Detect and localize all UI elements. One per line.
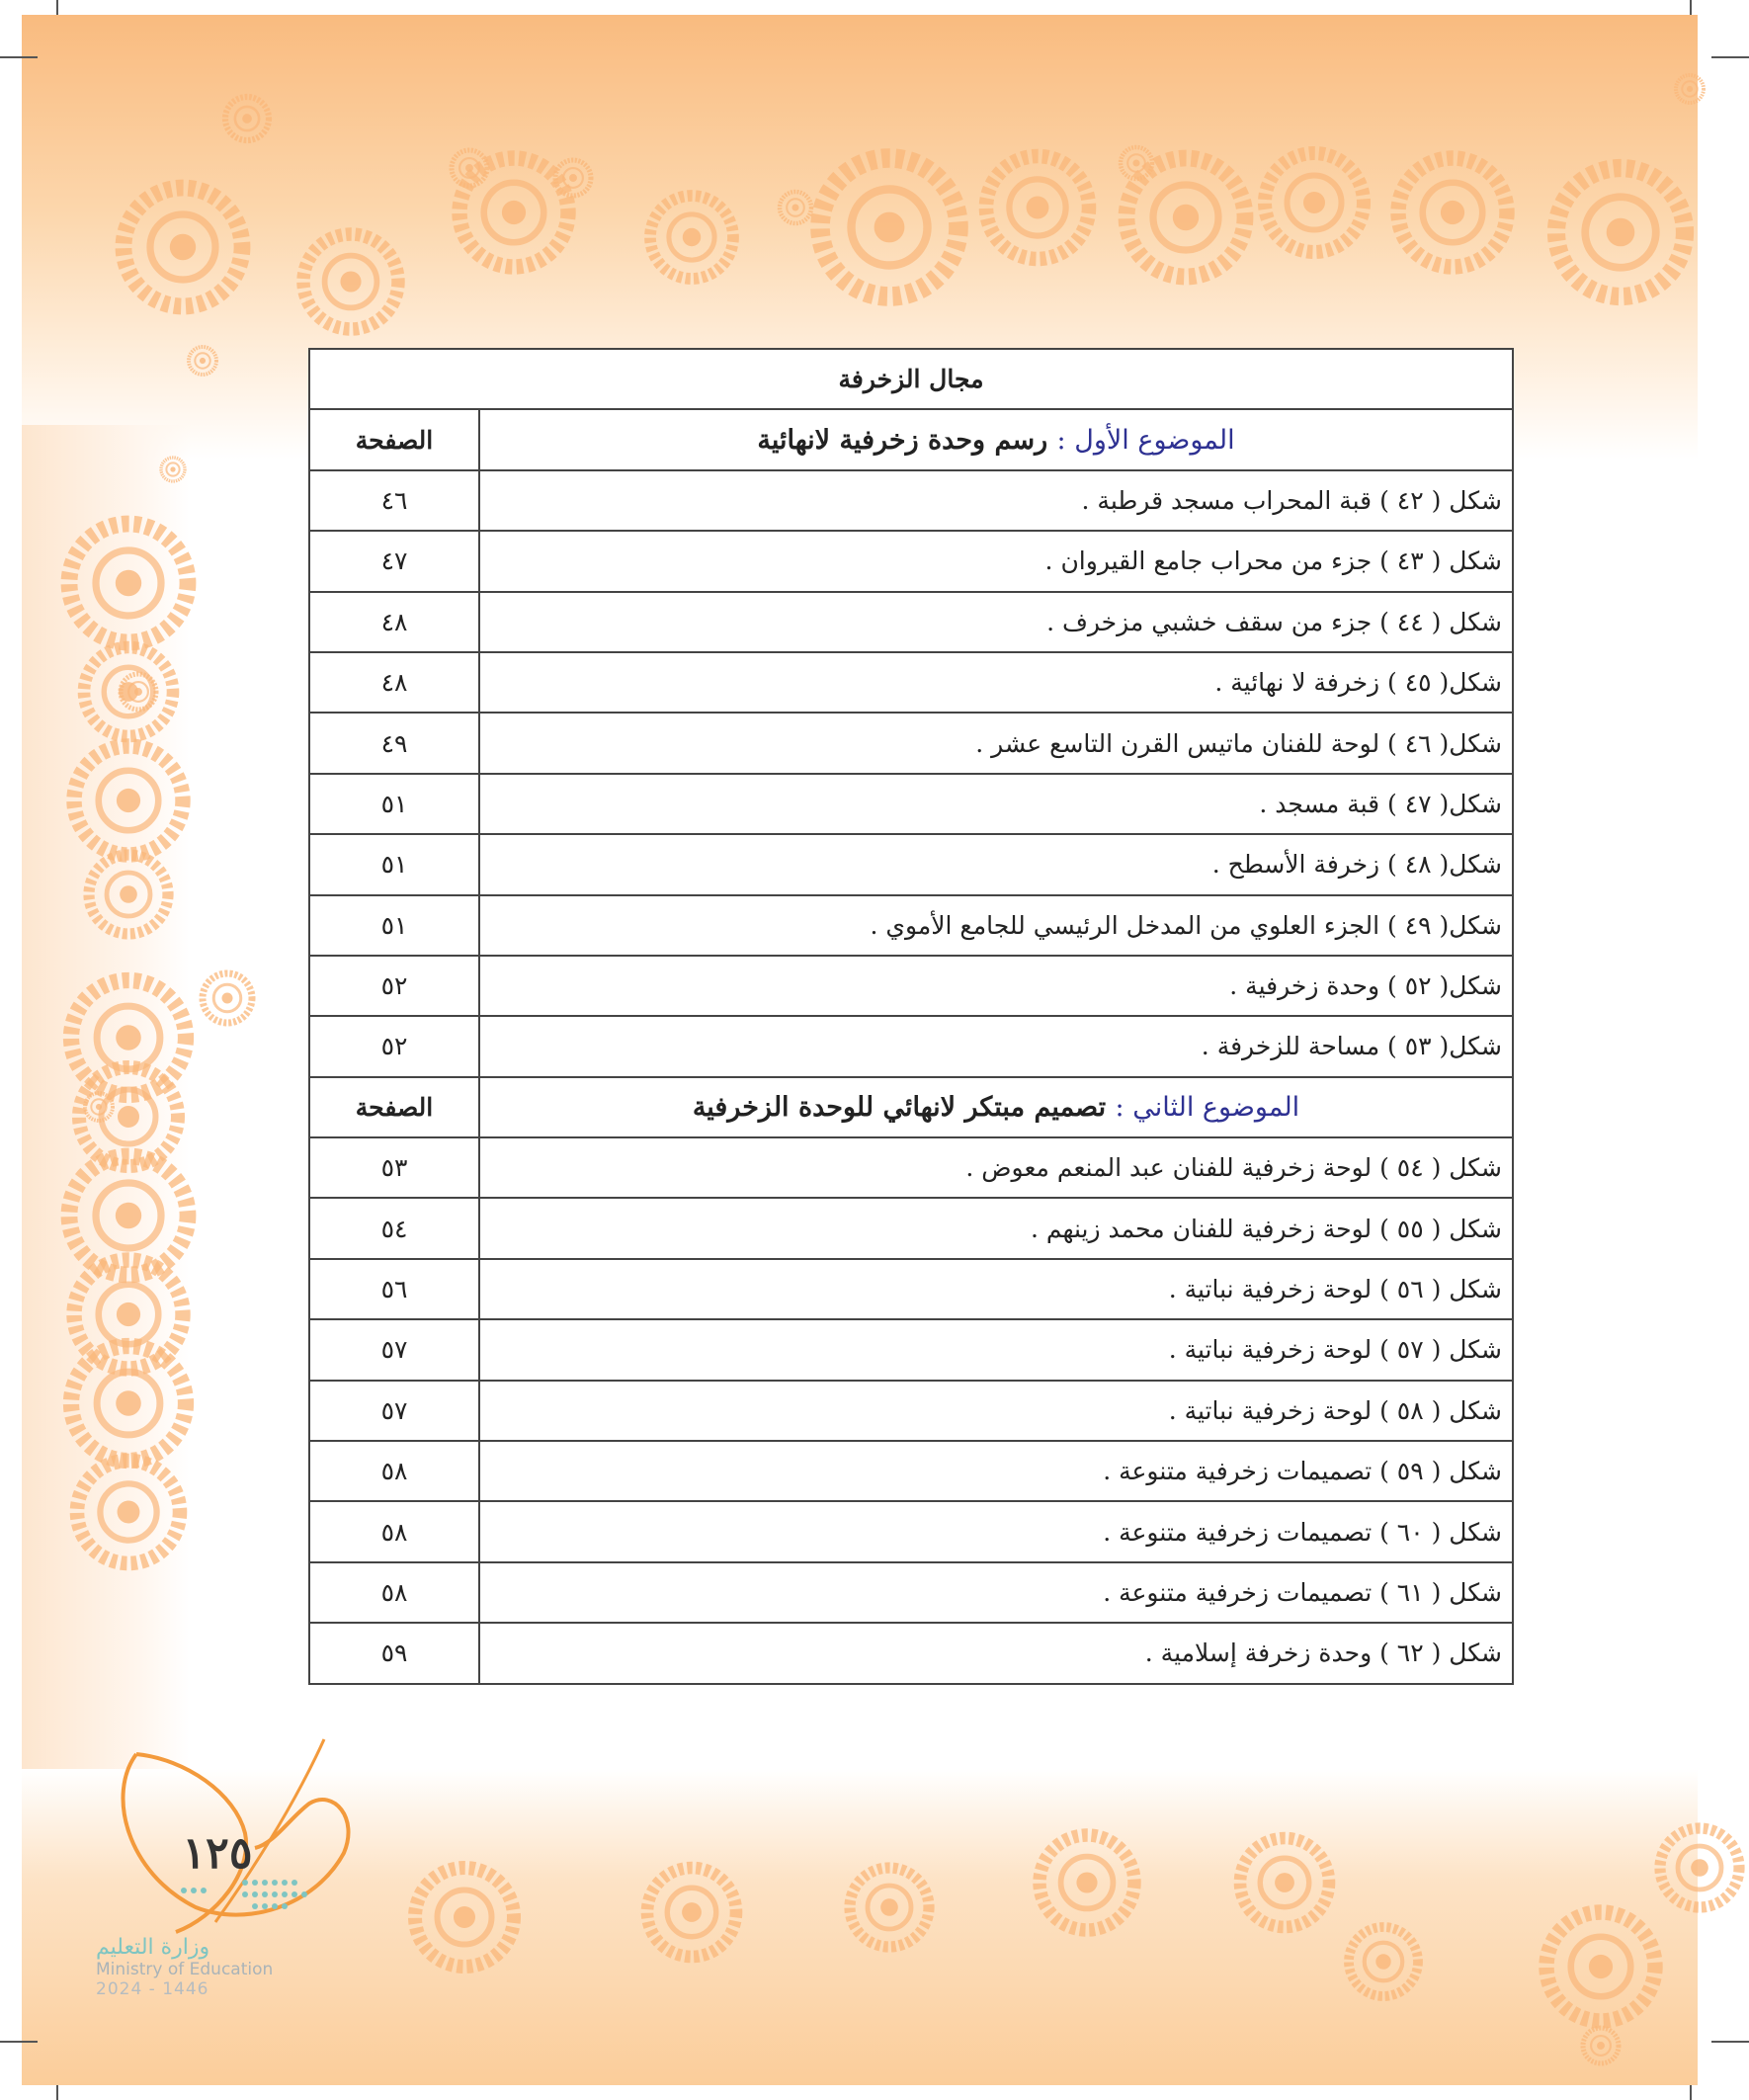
ministry-year: 2024 - 1446 [96, 1979, 209, 1999]
rosette-ornament [1556, 168, 1685, 296]
table-row [309, 1501, 1513, 1561]
figure-page-number: ٥٨ [309, 1441, 479, 1501]
topic-label: الموضوع الثاني : [1115, 1091, 1300, 1123]
table-row [309, 895, 1513, 956]
page-number: ١٢٥ [182, 1828, 253, 1879]
rosette-ornament [1349, 1927, 1418, 1996]
page-column-header: الصفحة [309, 409, 479, 469]
figure-page-number: ٥٢ [309, 956, 479, 1016]
figure-caption: شكل ( ٦٠ ) تصميمات زخرفية متنوعة . [479, 1501, 1513, 1561]
rosette-ornament [1676, 75, 1704, 103]
figure-caption: شكل ( ٥٩ ) تصميمات زخرفية متنوعة . [479, 1441, 1513, 1501]
figure-page-number: ٤٧ [309, 531, 479, 591]
table-row [309, 1137, 1513, 1198]
rosette-ornament [1240, 1838, 1329, 1927]
topic-title: رسم وحدة زخرفية لانهائية [757, 424, 1048, 456]
rosette-ornament [189, 347, 216, 375]
rosette-ornament [780, 192, 811, 223]
figure-caption: شكل( ٤٩ ) الجزء العلوي من المدخل الرئيسي للجامع الأموي . [479, 895, 1513, 956]
rosette-ornament [1660, 1828, 1739, 1907]
rosette-ornament [1546, 1912, 1655, 2021]
table-title: مجال الزخرفة [309, 349, 1513, 409]
figure-page-number: ٥٧ [309, 1319, 479, 1380]
figure-page-number: ٥٣ [309, 1137, 479, 1198]
topic-header-row [309, 409, 1513, 469]
figure-caption: شكل ( ٤٣ ) جزء من محراب جامع القيروان . [479, 531, 1513, 591]
figure-caption: شكل ( ٦٢ ) وحدة زخرفة إسلامية . [479, 1623, 1513, 1683]
figure-page-number: ٥٨ [309, 1501, 479, 1561]
rosette-ornament [71, 1346, 186, 1461]
rosette-ornament [89, 855, 168, 934]
figure-caption: شكل( ٤٦ ) لوحة للفنان ماتيس القرن التاسع عشر . [479, 713, 1513, 773]
table-row [309, 1319, 1513, 1380]
ministry-name-english: Ministry of Education [96, 1960, 274, 1979]
table-row [309, 1562, 1513, 1623]
table-row [309, 531, 1513, 591]
figure-caption: شكل ( ٤٤ ) جزء من سقف خشبي مزخرف . [479, 592, 1513, 652]
page-column-header: الصفحة [309, 1077, 479, 1137]
figure-page-number: ٥٦ [309, 1259, 479, 1319]
figure-caption: شكل ( ٦١ ) تصميمات زخرفية متنوعة . [479, 1562, 1513, 1623]
figure-caption: شكل ( ٤٢ ) قبة المحراب مسجد قرطبة . [479, 470, 1513, 531]
topic-title: تصميم مبتكر لانهائي للوحدة الزخرفية [692, 1091, 1107, 1123]
rosette-ornament [74, 746, 183, 855]
figure-caption: شكل ( ٥٦ ) لوحة زخرفية نباتية . [479, 1259, 1513, 1319]
figure-page-number: ٥١ [309, 774, 479, 834]
figure-caption: شكل ( ٥٧ ) لوحة زخرفية نباتية . [479, 1319, 1513, 1380]
figure-page-number: ٥١ [309, 834, 479, 894]
figure-page-number: ٥٢ [309, 1016, 479, 1076]
rosette-ornament [415, 1868, 514, 1967]
rosette-ornament [203, 973, 252, 1023]
rosette-ornament [1583, 2028, 1619, 2063]
rosette-ornament [1040, 1835, 1134, 1930]
table-row [309, 592, 1513, 652]
table-row [309, 774, 1513, 834]
rosette-ornament [650, 196, 733, 279]
rosette-ornament [303, 234, 398, 329]
topic-heading [479, 409, 1513, 469]
table-title-row [309, 349, 1513, 409]
table-row [309, 470, 1513, 531]
figure-caption: شكل( ٤٧ ) قبة مسجد . [479, 774, 1513, 834]
topic-label: الموضوع الأول : [1056, 424, 1235, 456]
figure-page-number: ٤٩ [309, 713, 479, 773]
rosette-ornament [161, 458, 185, 481]
table-row [309, 834, 1513, 894]
table-row [309, 652, 1513, 713]
table-row [309, 1623, 1513, 1683]
figures-index-table [308, 348, 1514, 1685]
figure-caption: شكل ( ٥٤ ) لوحة زخرفية للفنان عبد المنعم معوض . [479, 1137, 1513, 1198]
figure-page-number: ٥١ [309, 895, 479, 956]
rosette-ornament [124, 188, 242, 306]
figure-caption: شكل ( ٥٨ ) لوحة زخرفية نباتية . [479, 1381, 1513, 1441]
figure-caption: شكل( ٥٣ ) مساحة للزخرفة . [479, 1016, 1513, 1076]
table-row [309, 1198, 1513, 1258]
table-row [309, 956, 1513, 1016]
rosette-ornament [69, 524, 188, 642]
table-row [309, 1441, 1513, 1501]
figure-page-number: ٥٤ [309, 1198, 479, 1258]
rosette-ornament [850, 1868, 929, 1947]
figure-page-number: ٥٨ [309, 1562, 479, 1623]
rosette-ornament [225, 97, 269, 140]
topic-heading [479, 1077, 1513, 1137]
figure-caption: شكل( ٥٢ ) وحدة زخرفية . [479, 956, 1513, 1016]
figure-page-number: ٥٩ [309, 1623, 479, 1683]
figure-page-number: ٤٨ [309, 652, 479, 713]
rosette-ornament [77, 1461, 180, 1563]
rosette-ornament [647, 1868, 736, 1957]
table-row [309, 1259, 1513, 1319]
rosette-ornament [1265, 153, 1364, 252]
rosette-ornament [820, 158, 958, 296]
figure-page-number: ٤٨ [309, 592, 479, 652]
figure-page-number: ٤٦ [309, 470, 479, 531]
rosette-ornament [1398, 158, 1507, 267]
ministry-watermark [96, 1935, 273, 1999]
figure-caption: شكل( ٤٨ ) زخرفة الأسطح . [479, 834, 1513, 894]
topic-header-row [309, 1077, 1513, 1137]
table-row [309, 713, 1513, 773]
figure-caption: شكل( ٤٥ ) زخرفة لا نهائية . [479, 652, 1513, 713]
table-row [309, 1016, 1513, 1076]
figure-caption: شكل ( ٥٥ ) لوحة زخرفية للفنان محمد زينهم . [479, 1198, 1513, 1258]
ministry-name-arabic: وزارة التعليم [96, 1935, 210, 1960]
table-row [309, 1381, 1513, 1441]
figure-page-number: ٥٧ [309, 1381, 479, 1441]
rosette-ornament [986, 156, 1089, 259]
